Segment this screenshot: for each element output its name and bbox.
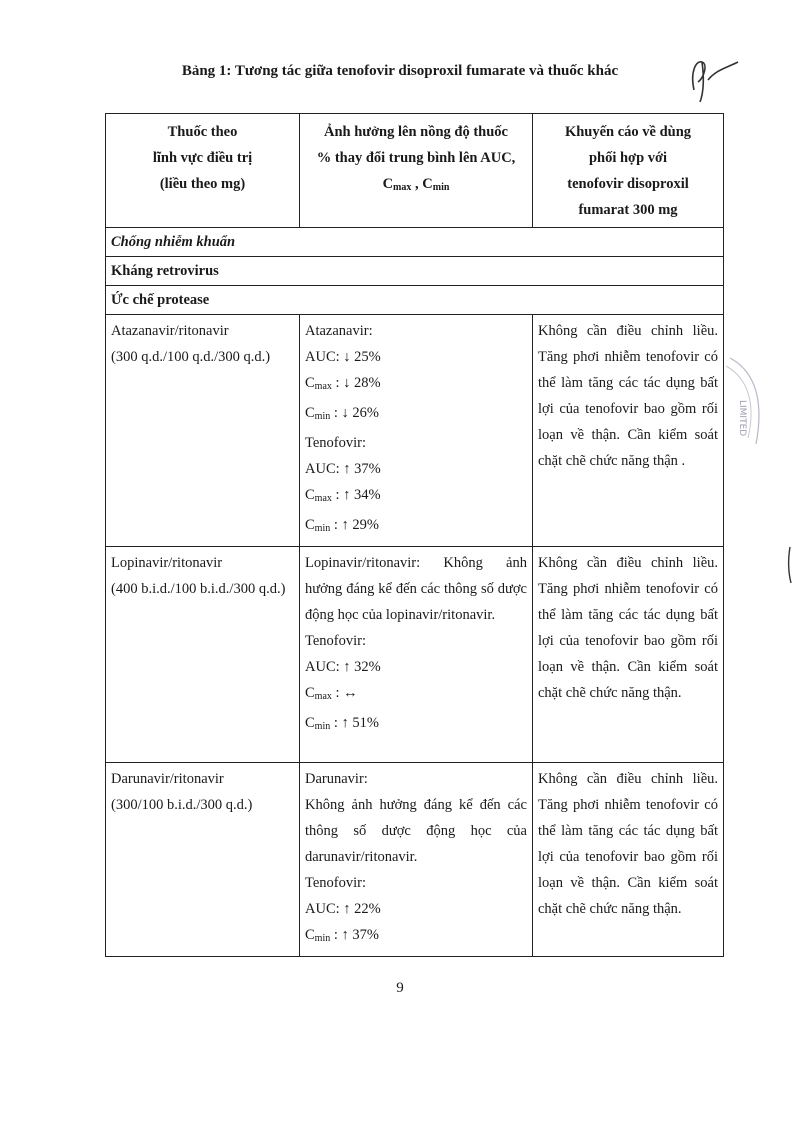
drug-cell: Lopinavir/ritonavir (400 b.i.d./100 b.i.d./300 q.d.) — [106, 547, 300, 763]
stamp-seal — [726, 352, 766, 452]
drug-cell: Atazanavir/ritonavir (300 q.d./100 q.d./300 q.d.) — [106, 315, 300, 547]
drug-cell: Darunavir/ritonavir (300/100 b.i.d./300 q.d.) — [106, 763, 300, 957]
handwritten-signature — [686, 52, 746, 106]
table-row — [106, 547, 724, 763]
effect-cell: Lopinavir/ritonavir: Không ảnh hưởng đáng kể đến các thông số dược động học của lopinavir/ritonavir. Tenofovir: AUC: ↑ 32% $C_{max}$ : ↔ $C_{min}$ : ↑ 51% — [300, 547, 533, 763]
interaction-table — [105, 113, 724, 957]
section-protease-inhibitor: Ức chế protease — [106, 286, 724, 315]
margin-mark — [785, 545, 793, 585]
section-row — [106, 286, 724, 315]
table-row — [106, 763, 724, 957]
header-effect: Ảnh hưởng lên nồng độ thuốc % thay đổi trung bình lên AUC, $C_{max}$ , $C_{min}$ — [300, 114, 533, 228]
effect-cell: Darunavir: Không ảnh hưởng đáng kể đến các thông số dược động học của darunavir/ritonavir. Tenofovir: AUC: ↑ 22% $C_{min}$ : ↑ 37% — [300, 763, 533, 957]
recommendation-cell: Không cần điều chỉnh liều. Tăng phơi nhiễm tenofovir có thể làm tăng các tác dụng bất lợi của tenofovir bao gồm rối loạn về thận. Cần kiểm soát chặt chẽ chức năng thận . — [533, 315, 724, 547]
header-row — [106, 114, 724, 228]
header-recommendation: Khuyến cáo về dùng phối hợp với tenofovir disoproxil fumarat 300 mg — [533, 114, 724, 228]
section-anti-infective: Chống nhiễm khuẩn — [106, 228, 724, 257]
page-number: 9 — [396, 980, 404, 996]
effect-cell: Atazanavir: AUC: ↓ 25% $C_{max}$ : ↓ 28% $C_{min}$ : ↓ 26% Tenofovir: AUC: ↑ 37% $C_{max}$ : ↑ 34% $C_{min}$ : ↑ 29% — [300, 315, 533, 547]
section-row — [106, 228, 724, 257]
recommendation-cell: Không cần điều chỉnh liều. Tăng phơi nhiễm tenofovir có thể làm tăng các tác dụng bất lợi của tenofovir bao gồm rối loạn về thận. Cần kiểm soát chặt chẽ chức năng thận. — [533, 547, 724, 763]
table-row — [106, 315, 724, 547]
header-drug: Thuốc theo lĩnh vực điều trị (liều theo mg) — [106, 114, 300, 228]
section-row — [106, 257, 724, 286]
table-caption: Bảng 1: Tương tác giữa tenofovir disoproxil fumarate và thuốc khác — [181, 63, 619, 79]
section-antiretroviral: Kháng retrovirus — [106, 257, 724, 286]
recommendation-cell: Không cần điều chỉnh liều. Tăng phơi nhiễm tenofovir có thể làm tăng các tác dụng bất lợi của tenofovir bao gồm rối loạn về thận. Cần kiểm soát chặt chẽ chức năng thận. — [533, 763, 724, 957]
svg-text:LIMITED: LIMITED — [737, 400, 747, 437]
